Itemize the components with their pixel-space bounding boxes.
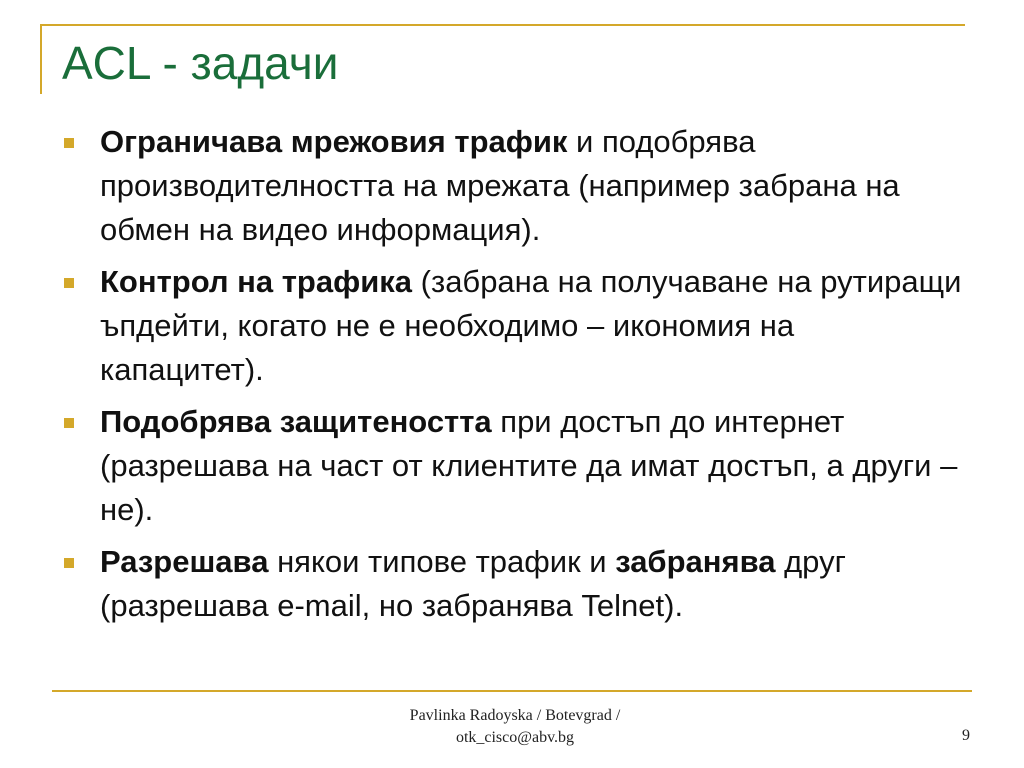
square-bullet-icon [64,138,74,148]
bullet-text: (забрана на получаване на рутиращи ъпдейти, когато не е необходимо – икономия на капацитет). [100,264,962,387]
footer-author: Pavlinka Radoyska / Botevgrad / [409,707,621,724]
bullet-item [62,400,962,532]
bullet-bold-text: Подобрява защитеността [100,404,492,439]
footer [380,705,650,749]
square-bullet-icon [64,418,74,428]
bullet-bold-text: Разрешава [100,544,269,579]
bullet-list [62,120,962,636]
bullet-bold-text-2: забранява [615,544,776,579]
bullet-text-2: друг (разрешава e-mail, но забранява Telnet). [100,544,846,623]
square-bullet-icon [64,278,74,288]
bullet-text: при достъп до интернет (разрешава на част от клиентите да имат достъп, а други –не). [100,404,958,527]
bullet-text: някои типове трафик и [268,544,616,579]
bullet-item [62,540,962,628]
bullet-text: и подобрява производителността на мрежата (например забрана на обмен на видео информация). [100,124,900,247]
bullet-bold-text: Ограничава мрежовия трафик [100,124,568,159]
page-number: 9 [962,727,970,744]
top-decorative-line [40,24,965,26]
square-bullet-icon [64,558,74,568]
bullet-item [62,260,962,392]
bullet-item [62,120,962,252]
left-decorative-line [40,24,42,94]
slide-title: ACL - задачи [62,37,339,89]
bullet-bold-text: Контрол на трафика [100,264,413,299]
footer-email: otk_cisco@abv.bg [455,729,575,746]
bottom-decorative-line [52,690,972,692]
